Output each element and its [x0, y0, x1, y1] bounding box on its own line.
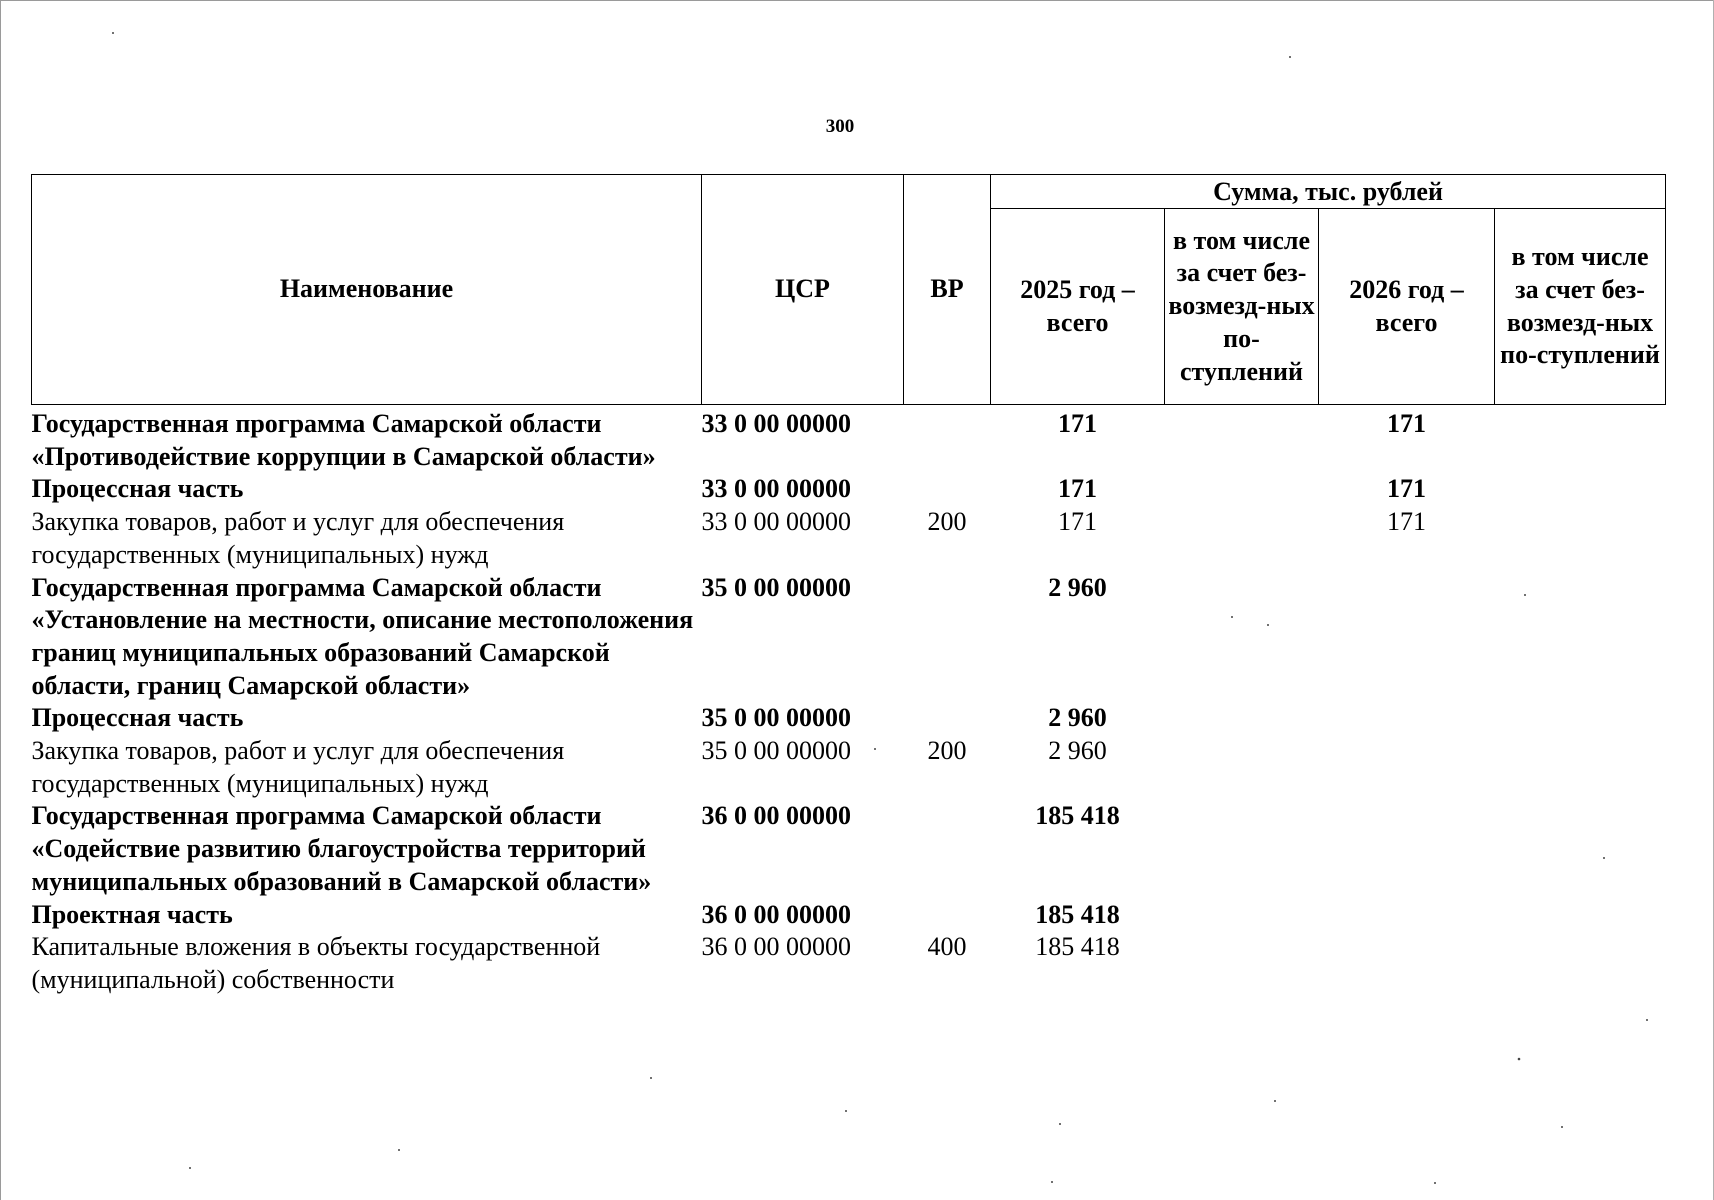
table-row — [32, 702, 1666, 735]
header-2025-total: 2025 год – всего — [991, 209, 1165, 405]
row-2026-total: 171 — [1387, 409, 1426, 438]
row-2025-total: 171 — [1058, 474, 1097, 504]
row-name: Государственная программа Самарской области «Содействие развитию благоустройства территорий муниципальных образований в Самарской области» — [31, 801, 652, 896]
table-row — [32, 931, 1666, 996]
row-2025-gratuitous — [1165, 800, 1319, 898]
row-2025-gratuitous — [1165, 899, 1319, 932]
row-2025-total: 2 960 — [1048, 572, 1107, 602]
table-body — [32, 405, 1666, 997]
row-2025-total: 185 418 — [1035, 899, 1120, 929]
row-2026-total — [1319, 800, 1495, 898]
row-2025-gratuitous — [1165, 473, 1319, 506]
header-csr: ЦСР — [702, 175, 904, 405]
row-vr — [904, 800, 991, 898]
table-row — [32, 473, 1666, 506]
row-csr: 36 0 00 00000 — [701, 801, 851, 831]
header-vr: ВР — [904, 175, 991, 405]
row-name: Проектная часть — [31, 899, 233, 929]
row-name: Процессная часть — [31, 703, 244, 733]
header-2026-gratuitous: в том числе за счет без-возмезд-ных по-ступлений — [1495, 209, 1666, 405]
row-2026-gratuitous — [1495, 473, 1666, 506]
row-csr: 33 0 00 00000 — [701, 507, 851, 537]
row-2026-gratuitous — [1495, 800, 1666, 898]
row-2026-gratuitous — [1495, 735, 1666, 800]
row-2026-gratuitous — [1495, 506, 1666, 571]
table-row — [32, 899, 1666, 932]
row-2026-total — [1319, 735, 1495, 800]
row-2025-total: 2 960 — [1048, 736, 1107, 766]
row-name: Закупка товаров, работ и услуг для обеспечения государственных (муниципальных) нужд — [31, 736, 565, 798]
row-2025-gratuitous — [1165, 735, 1319, 800]
header-sum: Сумма, тыс. рублей — [991, 175, 1666, 209]
row-2026-total: 171 — [1387, 474, 1426, 504]
row-vr: 200 — [927, 736, 967, 766]
row-name: Государственная программа Самарской области «Противодействие коррупции в Самарской области» — [31, 409, 656, 471]
row-2025-gratuitous — [1165, 506, 1319, 571]
row-vr: 400 — [927, 932, 967, 962]
row-vr — [904, 702, 991, 735]
header-2026-total: 2026 год – всего — [1319, 209, 1495, 405]
row-2026-total: 171 — [1387, 507, 1426, 537]
table-row — [32, 405, 1666, 474]
row-csr: 35 0 00 00000 — [701, 703, 851, 733]
header-2025-gratuitous: в том числе за счет без-возмезд-ных по-ступлений — [1165, 209, 1319, 405]
row-vr — [904, 899, 991, 932]
table-header — [32, 175, 1666, 405]
header-name: Наименование — [32, 175, 702, 405]
row-2026-total — [1319, 899, 1495, 932]
table-row — [32, 800, 1666, 898]
row-csr: 35 0 00 00000 — [701, 736, 851, 766]
table-row — [32, 572, 1666, 703]
row-name: Капитальные вложения в объекты государственной (муниципальной) собственности — [31, 932, 601, 994]
row-name: Государственная программа Самарской области «Установление на местности, описание местоположения границ муниципальных образований Самарской области, границ Самарской области» — [31, 572, 694, 700]
scan-edge-top — [0, 0, 1714, 1]
row-2025-total: 2 960 — [1048, 703, 1107, 733]
row-2026-gratuitous — [1495, 899, 1666, 932]
row-name: Закупка товаров, работ и услуг для обеспечения государственных (муниципальных) нужд — [31, 507, 565, 569]
row-2026-total — [1319, 931, 1495, 996]
row-vr: 200 — [927, 507, 967, 537]
row-2025-gratuitous — [1165, 405, 1319, 474]
row-2026-total — [1319, 572, 1495, 703]
row-vr — [904, 473, 991, 506]
row-2026-gratuitous — [1495, 702, 1666, 735]
row-2025-total: 185 418 — [1035, 932, 1120, 962]
row-2026-total — [1319, 702, 1495, 735]
row-csr: 36 0 00 00000 — [701, 932, 851, 962]
row-vr — [904, 405, 991, 474]
page-number: 300 — [825, 116, 855, 137]
row-2025-total: 185 418 — [1035, 801, 1120, 831]
row-2026-gratuitous — [1495, 931, 1666, 996]
budget-table — [31, 174, 1666, 997]
row-2025-gratuitous — [1165, 572, 1319, 703]
table-row — [32, 506, 1666, 571]
row-2026-gratuitous — [1495, 405, 1666, 474]
row-csr: 36 0 00 00000 — [701, 899, 851, 929]
row-name: Процессная часть — [31, 474, 244, 504]
row-csr: 33 0 00 00000 — [701, 409, 851, 438]
row-csr: 33 0 00 00000 — [701, 474, 851, 504]
row-vr — [904, 572, 991, 703]
scan-edge-left — [0, 0, 1, 1200]
table-row — [32, 735, 1666, 800]
row-2025-total: 171 — [1058, 507, 1097, 537]
row-2025-total: 171 — [1058, 409, 1097, 438]
row-2025-gratuitous — [1165, 931, 1319, 996]
row-csr: 35 0 00 00000 — [701, 572, 851, 602]
row-2025-gratuitous — [1165, 702, 1319, 735]
row-2026-gratuitous — [1495, 572, 1666, 703]
